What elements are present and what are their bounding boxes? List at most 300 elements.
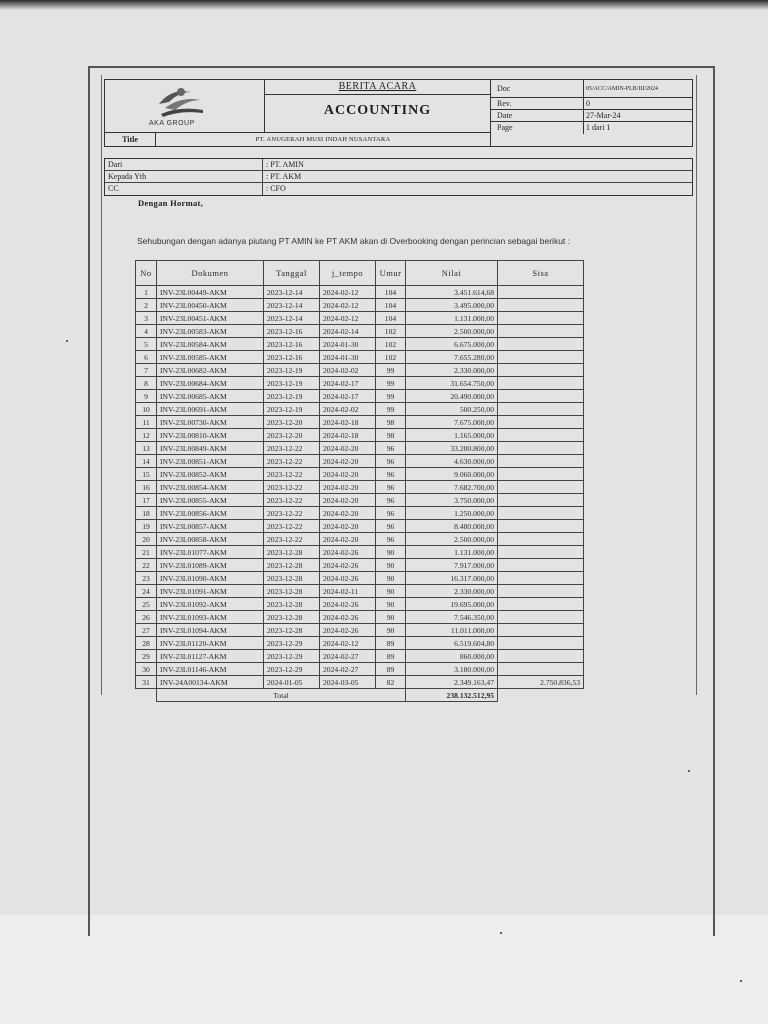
table-cell-tanggal: 2023-12-14 (264, 286, 320, 299)
table-cell-nilai: 7.675.000,00 (406, 416, 498, 429)
table-cell-no: 31 (136, 676, 157, 689)
table-cell-no: 29 (136, 650, 157, 663)
table-cell-tanggal: 2023-12-29 (264, 663, 320, 676)
table-row (136, 650, 584, 663)
table-cell-sisa (498, 377, 584, 390)
table-cell-nilai: 1.131.000,00 (406, 312, 498, 325)
table-cell-sisa (498, 299, 584, 312)
table-row (136, 598, 584, 611)
table-cell-tanggal: 2023-12-14 (264, 312, 320, 325)
table-cell-dokumen: INV-23L00685-AKM (157, 390, 264, 403)
table-cell-umur: 89 (376, 663, 406, 676)
table-cell-no: 2 (136, 299, 157, 312)
table-cell-sisa (498, 624, 584, 637)
table-cell-dokumen: INV-23L00852-AKM (157, 468, 264, 481)
table-row (136, 481, 584, 494)
table-cell-tanggal: 2023-12-22 (264, 442, 320, 455)
table-cell-umur: 96 (376, 481, 406, 494)
table-cell-jtempo: 2024-02-17 (320, 390, 376, 403)
table-cell-umur: 104 (376, 286, 406, 299)
meta-value: 05/ACC/AMIN-PLB/III/2024 (583, 80, 691, 97)
table-cell-umur: 90 (376, 624, 406, 637)
table-cell-no: 23 (136, 572, 157, 585)
table-cell-umur: 96 (376, 520, 406, 533)
scan-edge (0, 0, 768, 10)
table-cell-tanggal: 2023-12-29 (264, 637, 320, 650)
table-cell-nilai: 7.917.000,00 (406, 559, 498, 572)
table-cell-nilai: 16.317.000,00 (406, 572, 498, 585)
table-cell-dokumen: INV-23L01127-AKM (157, 650, 264, 663)
table-cell-sisa (498, 546, 584, 559)
table-row (136, 533, 584, 546)
table-cell-umur: 104 (376, 299, 406, 312)
table-cell-jtempo: 2024-02-26 (320, 546, 376, 559)
column-header: No (136, 261, 157, 286)
table-cell-sisa (498, 494, 584, 507)
title-row (105, 132, 491, 147)
table-cell-sisa (498, 390, 584, 403)
table-cell-dokumen: INV-23L01090-AKM (157, 572, 264, 585)
table-cell-dokumen: INV-23L00854-AKM (157, 481, 264, 494)
meta-value: 0 (583, 98, 691, 109)
table-cell-nilai: 6.519.604,80 (406, 637, 498, 650)
total-row (136, 689, 584, 702)
table-cell-jtempo: 2024-02-20 (320, 533, 376, 546)
table-cell-no: 12 (136, 429, 157, 442)
meta-key: Page (497, 123, 513, 132)
table-cell-dokumen: INV-23L00682-AKM (157, 364, 264, 377)
table-cell-tanggal: 2023-12-28 (264, 572, 320, 585)
table-cell-no: 5 (136, 338, 157, 351)
table-cell-nilai: 6.675.000,00 (406, 338, 498, 351)
table-cell-nilai: 9.060.000,00 (406, 468, 498, 481)
table-cell-sisa (498, 507, 584, 520)
table-cell-tanggal: 2023-12-19 (264, 390, 320, 403)
table-cell-nilai: 11.011.000,00 (406, 624, 498, 637)
table-cell-jtempo: 2024-02-20 (320, 494, 376, 507)
table-cell-dokumen: INV-23L00856-AKM (157, 507, 264, 520)
table-cell-nilai: 4.630.000,00 (406, 455, 498, 468)
table-cell-jtempo: 2024-02-27 (320, 650, 376, 663)
table-cell-umur: 104 (376, 312, 406, 325)
table-cell-nilai: 33.200.800,00 (406, 442, 498, 455)
doc-type: BERITA ACARA (265, 80, 490, 95)
info-value: : PT. AKM (262, 171, 301, 182)
table-cell-tanggal: 2023-12-22 (264, 494, 320, 507)
table-row (136, 624, 584, 637)
table-cell-nilai: 2.330.000,00 (406, 364, 498, 377)
table-cell-sisa (498, 650, 584, 663)
header-title-cell (265, 80, 491, 132)
table-row (136, 546, 584, 559)
table-cell-sisa (498, 468, 584, 481)
table-cell-jtempo: 2024-02-26 (320, 624, 376, 637)
table-cell-nilai: 7.655.280,00 (406, 351, 498, 364)
table-cell-sisa (498, 403, 584, 416)
table-cell-tanggal: 2023-12-16 (264, 351, 320, 364)
table-cell-umur: 96 (376, 468, 406, 481)
title-label: Title (105, 133, 156, 147)
table-cell-jtempo: 2024-02-20 (320, 481, 376, 494)
table-cell-umur: 96 (376, 455, 406, 468)
table-row (136, 351, 584, 364)
table-cell-tanggal: 2023-12-22 (264, 507, 320, 520)
table-cell-no: 4 (136, 325, 157, 338)
table-cell-dokumen: INV-23L01093-AKM (157, 611, 264, 624)
table-cell-no: 1 (136, 286, 157, 299)
table-row (136, 520, 584, 533)
table-cell-dokumen: INV-23L00857-AKM (157, 520, 264, 533)
table-cell-dokumen: INV-23L01077-AKM (157, 546, 264, 559)
table-cell-dokumen: INV-23L00851-AKM (157, 455, 264, 468)
table-cell-sisa (498, 598, 584, 611)
table-cell-umur: 102 (376, 351, 406, 364)
table-cell-umur: 90 (376, 572, 406, 585)
table-cell-nilai: 1.131.000,00 (406, 546, 498, 559)
table-cell-dokumen: INV-23L01120-AKM (157, 637, 264, 650)
table-cell-dokumen: INV-23L00810-AKM (157, 429, 264, 442)
table-row (136, 338, 584, 351)
table-cell-jtempo: 2024-02-12 (320, 312, 376, 325)
document-header (104, 79, 693, 147)
table-cell-tanggal: 2023-12-16 (264, 338, 320, 351)
table-row (136, 390, 584, 403)
table-row (136, 299, 584, 312)
meta-key: Doc (497, 84, 511, 93)
table-cell-no: 19 (136, 520, 157, 533)
table-cell-no: 15 (136, 468, 157, 481)
table-cell-nilai: 2.349.163,47 (406, 676, 498, 689)
table-cell-sisa (498, 442, 584, 455)
table-row (136, 377, 584, 390)
recipient-block (104, 158, 693, 196)
table-row (136, 286, 584, 299)
table-cell-umur: 96 (376, 533, 406, 546)
table-cell-jtempo: 2024-01-30 (320, 351, 376, 364)
table-row (136, 676, 584, 689)
table-cell-no: 18 (136, 507, 157, 520)
table-cell-no: 26 (136, 611, 157, 624)
table-cell-sisa (498, 585, 584, 598)
table-cell-sisa (498, 325, 584, 338)
table-cell-dokumen: INV-23L01094-AKM (157, 624, 264, 637)
table-cell-dokumen: INV-23L00585-AKM (157, 351, 264, 364)
table-cell-jtempo: 2024-02-12 (320, 286, 376, 299)
table-cell-jtempo: 2024-02-26 (320, 559, 376, 572)
info-row-dari (105, 159, 692, 171)
info-key: Dari (108, 160, 123, 169)
table-cell-jtempo: 2024-02-11 (320, 585, 376, 598)
table-cell-jtempo: 2024-02-27 (320, 663, 376, 676)
table-cell-dokumen: INV-23L01092-AKM (157, 598, 264, 611)
table-cell-nilai: 1.250.000,00 (406, 507, 498, 520)
column-header: Dokumen (157, 261, 264, 286)
meta-row-rev (491, 98, 692, 110)
total-blank-cell (136, 689, 157, 702)
table-cell-jtempo: 2024-03-05 (320, 676, 376, 689)
table-row (136, 364, 584, 377)
table-cell-nilai: 8.480.000,00 (406, 520, 498, 533)
table-cell-sisa (498, 455, 584, 468)
logo-text: AKA GROUP (149, 120, 195, 127)
table-cell-nilai: 7.546.350,00 (406, 611, 498, 624)
table-row (136, 429, 584, 442)
table-cell-no: 11 (136, 416, 157, 429)
column-header: Nilai (406, 261, 498, 286)
table-cell-tanggal: 2023-12-19 (264, 364, 320, 377)
table-row (136, 312, 584, 325)
table-cell-nilai: 3.495.000,00 (406, 299, 498, 312)
table-row (136, 455, 584, 468)
table-cell-dokumen: INV-23L00451-AKM (157, 312, 264, 325)
table-cell-tanggal: 2023-12-22 (264, 533, 320, 546)
table-cell-jtempo: 2024-02-02 (320, 403, 376, 416)
table-row (136, 494, 584, 507)
table-cell-nilai: 3.451.614,68 (406, 286, 498, 299)
table-row (136, 663, 584, 676)
greeting: Dengan Hormat, (138, 198, 204, 208)
table-row (136, 416, 584, 429)
table-cell-nilai: 31.654.750,00 (406, 377, 498, 390)
table-cell-dokumen: INV-23L01146-AKM (157, 663, 264, 676)
header-meta (491, 80, 694, 148)
table-cell-jtempo: 2024-02-14 (320, 325, 376, 338)
table-cell-sisa (498, 663, 584, 676)
table-cell-tanggal: 2023-12-29 (264, 650, 320, 663)
table-cell-dokumen: INV-23L00730-AKM (157, 416, 264, 429)
aka-group-logo-icon (151, 84, 207, 120)
meta-row-doc (491, 80, 692, 98)
table-cell-sisa (498, 559, 584, 572)
table-cell-umur: 96 (376, 507, 406, 520)
table-cell-no: 21 (136, 546, 157, 559)
table-cell-dokumen: INV-23L00849-AKM (157, 442, 264, 455)
table-cell-umur: 82 (376, 676, 406, 689)
table-cell-sisa (498, 611, 584, 624)
table-cell-no: 8 (136, 377, 157, 390)
table-cell-umur: 90 (376, 546, 406, 559)
table-cell-umur: 99 (376, 364, 406, 377)
info-key: CC (108, 184, 119, 193)
table-cell-umur: 89 (376, 650, 406, 663)
table-cell-nilai: 19.695.000,00 (406, 598, 498, 611)
meta-row-date (491, 110, 692, 122)
column-header: Tanggal (264, 261, 320, 286)
table-row (136, 585, 584, 598)
table-cell-no: 25 (136, 598, 157, 611)
table-cell-tanggal: 2023-12-16 (264, 325, 320, 338)
table-cell-sisa (498, 364, 584, 377)
table-cell-sisa (498, 338, 584, 351)
table-cell-no: 24 (136, 585, 157, 598)
table-cell-no: 30 (136, 663, 157, 676)
table-cell-dokumen: INV-23L01089-AKM (157, 559, 264, 572)
info-key: Kepada Yth (108, 172, 147, 181)
table-row (136, 403, 584, 416)
table-cell-jtempo: 2024-02-18 (320, 429, 376, 442)
invoice-table (135, 260, 584, 702)
table-cell-jtempo: 2024-02-17 (320, 377, 376, 390)
table-row (136, 637, 584, 650)
table-cell-nilai: 2.500.000,00 (406, 533, 498, 546)
table-cell-sisa (498, 429, 584, 442)
intro-text: Sehubungan dengan adanya piutang PT AMIN ke PT AKM akan di Overbooking dengan perincian sebagai berikut : (137, 236, 571, 246)
table-cell-dokumen: INV-23L00450-AKM (157, 299, 264, 312)
table-cell-tanggal: 2023-12-19 (264, 377, 320, 390)
table-cell-nilai: 7.682.700,00 (406, 481, 498, 494)
table-cell-nilai: 1.165.000,00 (406, 429, 498, 442)
table-cell-dokumen: INV-23L00858-AKM (157, 533, 264, 546)
table-cell-tanggal: 2023-12-22 (264, 481, 320, 494)
table-cell-dokumen: INV-23L00691-AKM (157, 403, 264, 416)
table-cell-tanggal: 2023-12-22 (264, 455, 320, 468)
table-cell-umur: 90 (376, 559, 406, 572)
table-cell-tanggal: 2023-12-19 (264, 403, 320, 416)
table-cell-sisa (498, 572, 584, 585)
table-cell-sisa (498, 637, 584, 650)
info-row-cc (105, 183, 692, 195)
table-body (136, 286, 584, 689)
scan-speck (740, 980, 742, 982)
table-cell-jtempo: 2024-02-12 (320, 637, 376, 650)
table-cell-no: 13 (136, 442, 157, 455)
table-cell-umur: 99 (376, 377, 406, 390)
table-cell-umur: 99 (376, 390, 406, 403)
table-cell-nilai: 3.180.000,00 (406, 663, 498, 676)
table-cell-nilai: 3.750.000,00 (406, 494, 498, 507)
company-name: PT. ANUGERAH MUSI INDAH NUSANTARA (255, 136, 391, 143)
table-cell-sisa: 2.750.836,53 (498, 676, 584, 689)
total-value: 238.132.512,95 (406, 689, 498, 702)
table-cell-umur: 90 (376, 598, 406, 611)
table-row (136, 572, 584, 585)
table-cell-jtempo: 2024-02-02 (320, 364, 376, 377)
table-cell-no: 14 (136, 455, 157, 468)
table-cell-no: 28 (136, 637, 157, 650)
total-blank-cell (498, 689, 584, 702)
table-cell-umur: 98 (376, 416, 406, 429)
table-cell-tanggal: 2023-12-28 (264, 546, 320, 559)
table-header-row (136, 261, 584, 286)
table-cell-dokumen: INV-23L01091-AKM (157, 585, 264, 598)
table-cell-tanggal: 2023-12-20 (264, 416, 320, 429)
table-cell-jtempo: 2024-02-18 (320, 416, 376, 429)
table-cell-dokumen: INV-23L00583-AKM (157, 325, 264, 338)
table-cell-dokumen: INV-23L00684-AKM (157, 377, 264, 390)
table-cell-sisa (498, 520, 584, 533)
department-title: ACCOUNTING (323, 103, 432, 118)
table-cell-no: 7 (136, 364, 157, 377)
table-cell-jtempo: 2024-02-20 (320, 468, 376, 481)
table-cell-jtempo: 2024-02-20 (320, 455, 376, 468)
table-cell-dokumen: INV-23L00449-AKM (157, 286, 264, 299)
table-row (136, 611, 584, 624)
table-row (136, 442, 584, 455)
table-cell-tanggal: 2023-12-20 (264, 429, 320, 442)
table-cell-tanggal: 2023-12-28 (264, 611, 320, 624)
info-value: : CFO (262, 183, 286, 195)
table-cell-dokumen: INV-24A00134-AKM (157, 676, 264, 689)
table-cell-jtempo: 2024-02-20 (320, 442, 376, 455)
table-row (136, 468, 584, 481)
table-cell-tanggal: 2023-12-28 (264, 624, 320, 637)
table-cell-sisa (498, 312, 584, 325)
table-cell-umur: 98 (376, 429, 406, 442)
table-cell-no: 10 (136, 403, 157, 416)
table-cell-jtempo: 2024-02-26 (320, 572, 376, 585)
table-cell-nilai: 860.000,00 (406, 650, 498, 663)
table-cell-tanggal: 2023-12-14 (264, 299, 320, 312)
table-cell-no: 6 (136, 351, 157, 364)
logo-cell (105, 80, 265, 132)
table-cell-sisa (498, 533, 584, 546)
meta-row-page (491, 122, 692, 134)
table-cell-umur: 90 (376, 585, 406, 598)
table-cell-nilai: 2.500.000,00 (406, 325, 498, 338)
info-value: : PT. AMIN (262, 159, 304, 170)
table-cell-umur: 96 (376, 494, 406, 507)
meta-key: Rev. (497, 99, 512, 108)
table-row (136, 507, 584, 520)
table-cell-tanggal: 2023-12-28 (264, 598, 320, 611)
table-cell-umur: 90 (376, 611, 406, 624)
column-header: Sisa (498, 261, 584, 286)
table-cell-jtempo: 2024-02-26 (320, 598, 376, 611)
table-cell-no: 22 (136, 559, 157, 572)
table-cell-nilai: 500.250,00 (406, 403, 498, 416)
table-cell-nilai: 20.490.000,00 (406, 390, 498, 403)
scan-speck (66, 340, 68, 342)
table-cell-tanggal: 2023-12-22 (264, 520, 320, 533)
table-cell-umur: 99 (376, 403, 406, 416)
table-cell-umur: 102 (376, 325, 406, 338)
table-cell-no: 27 (136, 624, 157, 637)
table-cell-jtempo: 2024-02-20 (320, 507, 376, 520)
table-cell-jtempo: 2024-02-12 (320, 299, 376, 312)
table-cell-tanggal: 2023-12-28 (264, 585, 320, 598)
table-cell-tanggal: 2024-01-05 (264, 676, 320, 689)
meta-value: 27-Mar-24 (583, 110, 691, 121)
table-cell-sisa (498, 481, 584, 494)
table-row (136, 325, 584, 338)
table-cell-sisa (498, 286, 584, 299)
table-cell-no: 3 (136, 312, 157, 325)
table-cell-no: 9 (136, 390, 157, 403)
info-row-kepada (105, 171, 692, 183)
table-cell-dokumen: INV-23L00584-AKM (157, 338, 264, 351)
table-cell-no: 17 (136, 494, 157, 507)
table-cell-sisa (498, 416, 584, 429)
total-label: Total (157, 689, 406, 702)
table-row (136, 559, 584, 572)
table-cell-no: 20 (136, 533, 157, 546)
meta-key: Date (497, 111, 513, 120)
table-cell-no: 16 (136, 481, 157, 494)
table-cell-jtempo: 2024-02-20 (320, 520, 376, 533)
table-cell-nilai: 2.330.000,00 (406, 585, 498, 598)
table-cell-dokumen: INV-23L00855-AKM (157, 494, 264, 507)
table-cell-umur: 96 (376, 442, 406, 455)
scan-speck (688, 770, 690, 772)
table-cell-umur: 89 (376, 637, 406, 650)
table-cell-jtempo: 2024-02-26 (320, 611, 376, 624)
meta-value: 1 dari 1 (583, 122, 691, 134)
scan-speck (500, 932, 502, 934)
table-cell-umur: 102 (376, 338, 406, 351)
table-cell-tanggal: 2023-12-22 (264, 468, 320, 481)
table-cell-jtempo: 2024-01-30 (320, 338, 376, 351)
table-cell-sisa (498, 351, 584, 364)
